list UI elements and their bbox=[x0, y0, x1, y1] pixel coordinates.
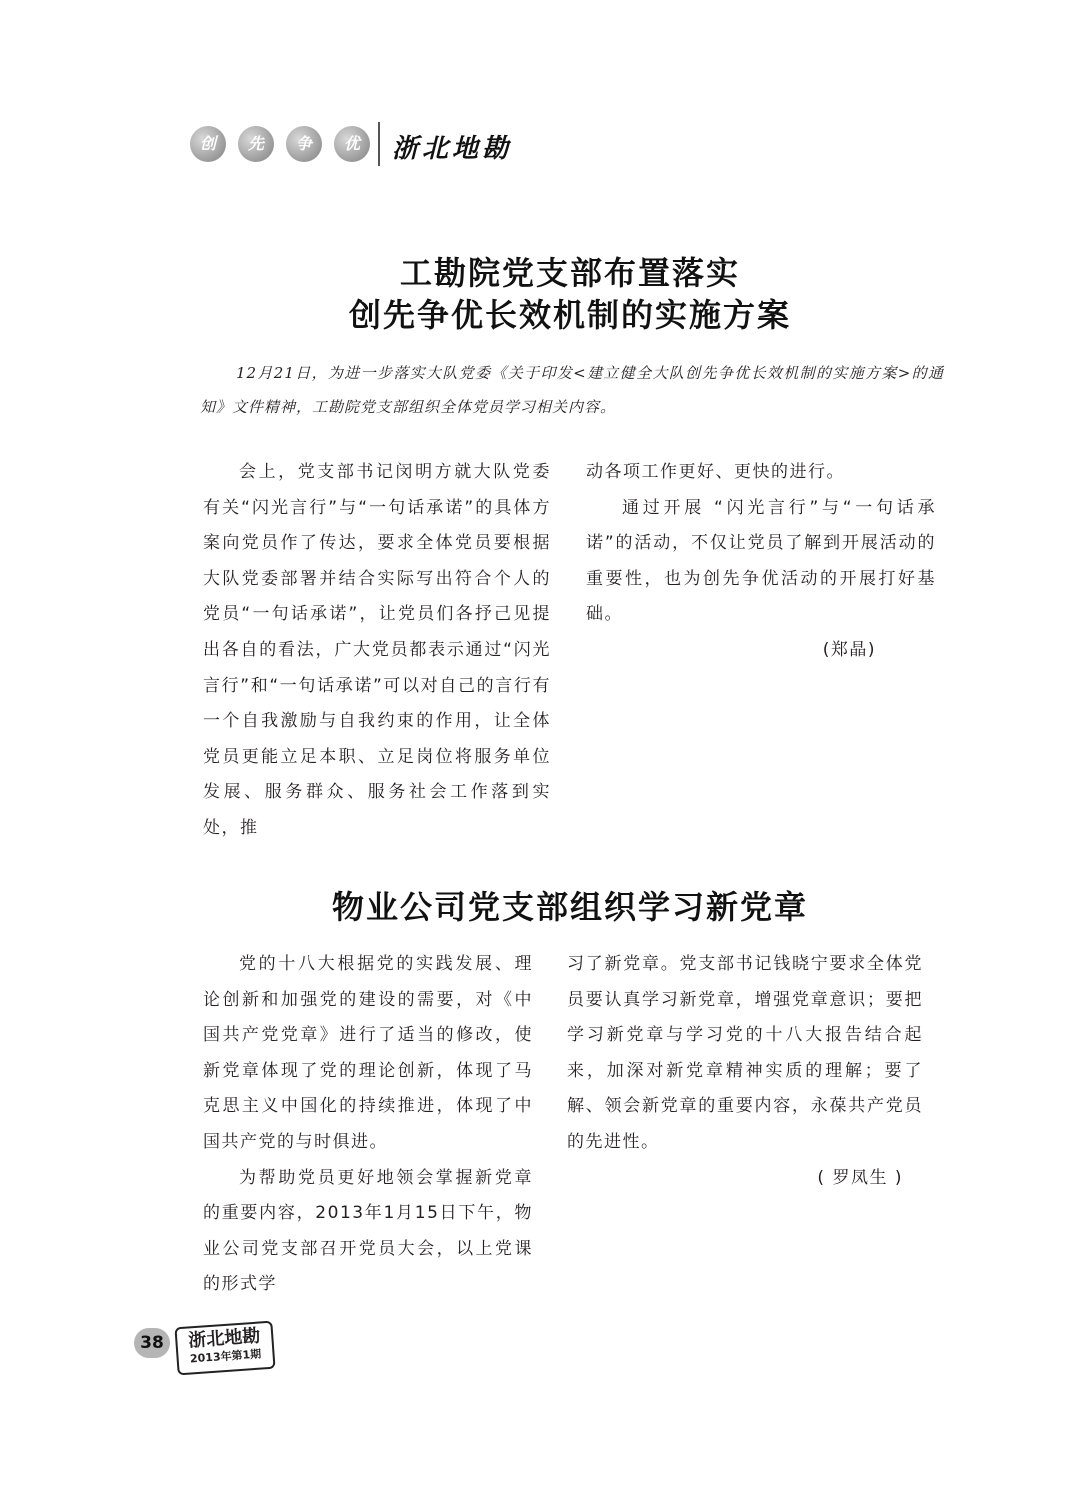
article2-right-column bbox=[567, 947, 923, 1196]
article1-lead: 12月21日，为进一步落实大队党委《关于印发<建立健全大队创先争优长效机制的实施方案>的通知》文件精神，工勘院党支部组织全体党员学习相关内容。 bbox=[200, 364, 944, 416]
article1-paragraph-1-continued: 动各项工作更好、更快的进行。 bbox=[586, 462, 845, 482]
magazine-logo bbox=[174, 1321, 275, 1376]
section-badge-4: 优 bbox=[334, 126, 370, 162]
article1-paragraph-1: 会上，党支部书记闵明方就大队党委有关“闪光言行”与“一句话承诺”的具体方案向党员作了传达，要求全体党员要根据大队党委部署并结合实际写出符合个人的党员“一句话承诺”，让党员们各抒己见提出各自的看法，广大党员都表示通过“闪光言行”和“一句话承诺”可以对自己的言行有一个自我激励与自我约束的作用，让全体党员更能立足本职、立足岗位将服务单位发展、服务群众、服务社会工作落到实处，推 bbox=[203, 462, 551, 838]
page-number: 38 bbox=[134, 1328, 170, 1358]
article2-paragraph-2-continued: 习了新党章。党支部书记钱晓宁要求全体党员要认真学习新党章，增强党章意识；要把学习新党章与学习党的十八大报告结合起来，加深对新党章精神实质的理解；要了解、领会新党章的重要内容，永葆共产党员的先进性。 bbox=[567, 954, 923, 1152]
article1-right-column bbox=[586, 455, 936, 669]
article2-left-column bbox=[203, 947, 533, 1303]
section-badge-2: 先 bbox=[238, 126, 274, 162]
magazine-logo-name: 浙北地勘 bbox=[187, 1325, 261, 1352]
article1-title-line1: 工勘院党支部布置落实 bbox=[399, 254, 740, 292]
article1-title-line2: 创先争优长效机制的实施方案 bbox=[348, 296, 791, 334]
article1-left-column bbox=[203, 455, 551, 847]
article1-signature: (郑晶) bbox=[822, 639, 876, 660]
section-badge-3: 争 bbox=[286, 126, 322, 162]
article2-title: 物业公司党支部组织学习新党章 bbox=[331, 888, 808, 926]
article2-signature: ( 罗凤生 ) bbox=[817, 1167, 903, 1188]
section-badge-1: 创 bbox=[190, 126, 226, 162]
article1-paragraph-2: 通过开展 “闪光言行”与“一句话承诺”的活动，不仅让党员了解到开展活动的重要性，也为创先争优活动的开展打好基础。 bbox=[586, 497, 936, 625]
header-brand-logo: 浙北地勘 bbox=[392, 134, 513, 164]
header-divider bbox=[378, 122, 380, 166]
article2-paragraph-2: 为帮助党员更好地领会掌握新党章的重要内容，2013年1月15日下午，物业公司党支部召开党员大会，以上党课的形式学 bbox=[203, 1167, 533, 1295]
magazine-issue: 2013年第1期 bbox=[189, 1347, 262, 1366]
article2-paragraph-1: 党的十八大根据党的实践发展、理论创新和加强党的建设的需要，对《中国共产党党章》进行了适当的修改，使新党章体现了党的理论创新，体现了马克思主义中国化的持续推进，体现了中国共产党的与时俱进。 bbox=[203, 954, 533, 1152]
section-header bbox=[190, 122, 520, 168]
